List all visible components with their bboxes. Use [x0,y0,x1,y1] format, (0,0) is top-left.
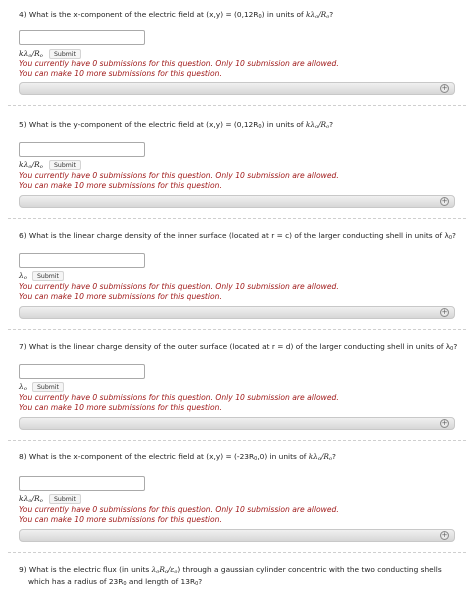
hint-bar[interactable] [19,417,455,430]
question-text-line-2: which has a radius of $23R_0$ and length of $13R_0$? [28,577,203,587]
remaining-message: You can make 10 more submissions for this question. [19,180,222,190]
remaining-message: You can make 10 more submissions for this question. [19,402,222,412]
divider [8,105,466,106]
submission-message: You currently have 0 submissions for this question. Only 10 submission are allowed. [19,282,339,291]
divider [8,218,466,219]
submission-message: You currently have 0 submissions for this question. Only 10 submission are allowed. [19,59,339,68]
expand-icon[interactable]: + [441,84,448,92]
unit-label: $\lambda_o$ [19,382,27,392]
answer-input[interactable] [19,364,145,379]
remaining-message: You can make 10 more submissions for this question. [19,291,222,301]
submission-message: You currently have 0 submissions for this question. Only 10 submission are allowed. [19,171,339,180]
expand-icon[interactable]: + [441,531,448,539]
submit-button[interactable]: Submit [32,382,64,392]
expand-icon[interactable]: + [441,308,448,316]
hint-bar[interactable] [19,529,455,542]
question-text [19,565,459,589]
submit-button[interactable]: Submit [49,494,81,504]
divider [8,440,466,441]
unit-label: $k\lambda_o/R_o$ [19,494,43,504]
question-text: 8) What is the x-component of the electric field at $(x,y) = (-23R_0,0)$ in units of $k\lambda_o/R_o$? [19,452,336,462]
answer-input[interactable] [19,253,145,268]
submit-button[interactable]: Submit [49,160,81,170]
submission-message: You currently have 0 submissions for this question. Only 10 submission are allowed. [19,393,339,402]
question-text: 5) What is the y-component of the electric field at $(x,y) = (0,12R_0)$ in units of $k\lambda_o/R_o$? [19,120,334,130]
answer-input[interactable] [19,30,145,45]
expand-icon[interactable]: + [441,419,448,427]
remaining-message: You can make 10 more submissions for this question. [19,68,222,78]
answer-input[interactable] [19,142,145,157]
submit-button[interactable]: Submit [49,49,81,59]
hint-bar[interactable] [19,195,455,208]
hint-bar[interactable] [19,306,455,319]
question-text-line-1: 9) What is the electric flux (in units $\lambda_oR_o/\varepsilon_o$) through a gaussian cylinder concentric with the two conducting shells [19,565,442,575]
unit-label: $k\lambda_o/R_o$ [19,49,43,59]
question-text: 7) What is the linear charge density of the outer surface (located at r = d) of the larger conducting shell in units of $\lambda_0$? [19,342,458,352]
answer-input[interactable] [19,476,145,491]
submission-message: You currently have 0 submissions for this question. Only 10 submission are allowed. [19,505,339,514]
hint-bar[interactable] [19,82,455,95]
unit-label: $\lambda_o$ [19,271,27,281]
unit-label: $k\lambda_o/R_o$ [19,160,43,170]
question-text: 4) What is the x-component of the electric field at $(x,y) = (0,12R_0)$ in units of $k\lambda_o/R_o$? [19,10,334,20]
submit-button[interactable]: Submit [32,271,64,281]
remaining-message: You can make 10 more submissions for this question. [19,514,222,524]
divider [8,552,466,553]
question-text: 6) What is the linear charge density of the inner surface (located at r = c) of the larger conducting shell in units of $\lambda_0$? [19,231,456,241]
divider [8,329,466,330]
expand-icon[interactable]: + [441,197,448,205]
